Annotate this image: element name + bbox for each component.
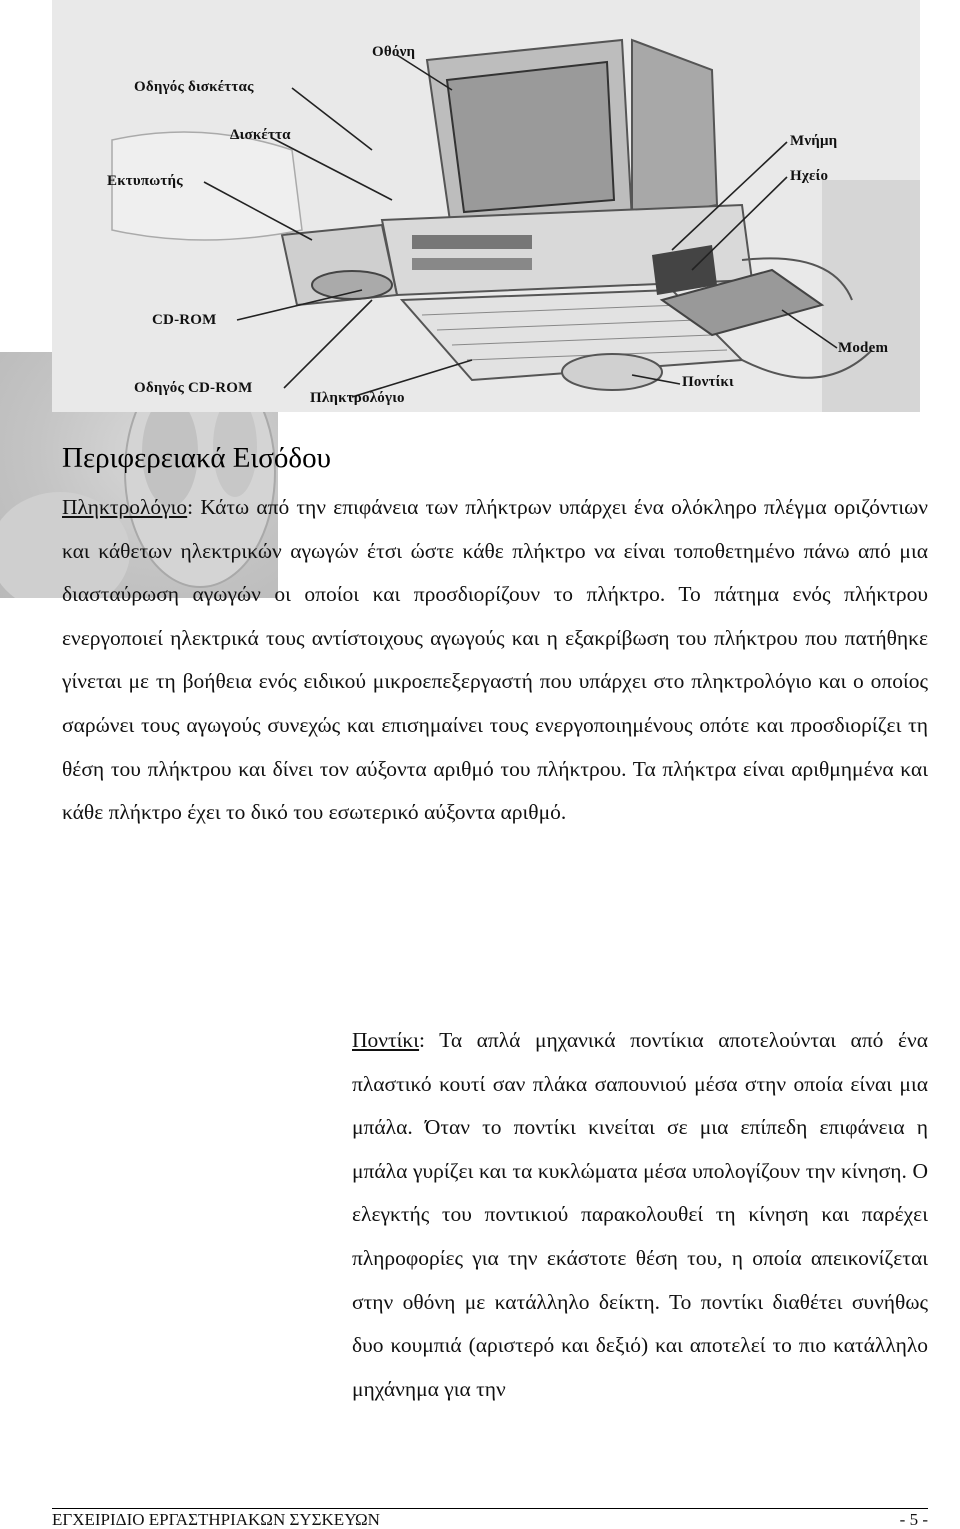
label-mouse: Ποντίκι [682, 374, 734, 390]
keyboard-text: : Κάτω από την επιφάνεια των πλήκτρων υπάρχει ένα ολόκληρο πλέγμα οριζόντιων και κάθετων ηλεκτρικών αγωγών έτσι ώστε κάθε πλήκτρο να είναι τοποθετημένο πάνω από μια διασταύρωση αγωγών οι οποίοι και προσδιορίζουν το πλήκτρο. Το πάτημα ενός πλήκτρου ενεργοποιεί ηλεκτρικά τους αντίστοιχους αγωγούς και η εξακρίβωση του πλήκτρου που πατήθηκε γίνεται με τη βοήθεια ενός ειδικού μικροεπεξεργαστή που υπάρχει στο πληκτρολόγιο και ο οποίος σαρώνει τους αγωγούς συνεχώς και επισημαίνει τους ενεργοποιημένους οπότε και προσδιορίζει τη θέση του πλήκτρου και δίνει τον αύξοντα αριθμό του πλήκτρου. Τα πλήκτρα είναι αριθμημένα και κάθε πλήκτρο έχει το δικό του εσωτερικό αύξοντα αριθμό. [62, 495, 928, 825]
label-floppy-disk: Δισκέττα [230, 127, 291, 143]
computer-system-illustration [52, 0, 920, 412]
label-speaker: Ηχείο [790, 168, 829, 184]
label-cdrom-drive: Οδηγός CD-ROM [134, 380, 253, 396]
keyboard-term: Πληκτρολόγιο [62, 495, 188, 519]
label-monitor: Οθόνη [372, 44, 416, 60]
mouse-paragraph [352, 1019, 928, 1411]
section-title: Περιφερειακά Εισόδου [62, 442, 331, 474]
mouse-term: Ποντίκι [352, 1028, 420, 1052]
label-modem: Modem [838, 340, 889, 356]
page-number: - 5 - [899, 1510, 928, 1529]
label-keyboard: Πληκτρολόγιο [310, 390, 405, 406]
page-footer [52, 1508, 928, 1529]
keyboard-paragraph [62, 486, 928, 835]
mouse-text: : Τα απλά μηχανικά ποντίκια αποτελούνται από ένα πλαστικό κουτί σαν πλάκα σαπουνιού μέσα στην οποία είναι μια μπάλα. Όταν το ποντίκι κινείται σε μια επίπεδη επιφάνεια η μπάλα γυρίζει και τα κυκλώματα μέσα υπολογίζουν την κίνηση. Ο ελεγκτής του ποντικιού παρακολουθεί τη κίνηση και παρέχει πληροφορίες για την εκάστοτε θέση του, η οποία απεικονίζεται στην οθόνη με κατάλληλο δείκτη. Το ποντίκι διαθέτει συνήθως δυο κουμπιά (αριστερό και δεξιό) και αποτελεί το πιο κατάλληλο μηχάνημα για την [352, 1028, 928, 1401]
label-printer: Εκτυπωτής [107, 173, 183, 189]
label-floppy-drive: Οδηγός δισκέττας [134, 79, 254, 95]
label-cdrom: CD-ROM [152, 312, 217, 328]
computer-system-figure [52, 0, 920, 412]
label-memory: Μνήμη [790, 133, 838, 149]
footer-title: ΕΓΧΕΙΡΙΔΙΟ ΕΡΓΑΣΤΗΡΙΑΚΩΝ ΣΥΣΚΕΥΩΝ [52, 1510, 380, 1529]
